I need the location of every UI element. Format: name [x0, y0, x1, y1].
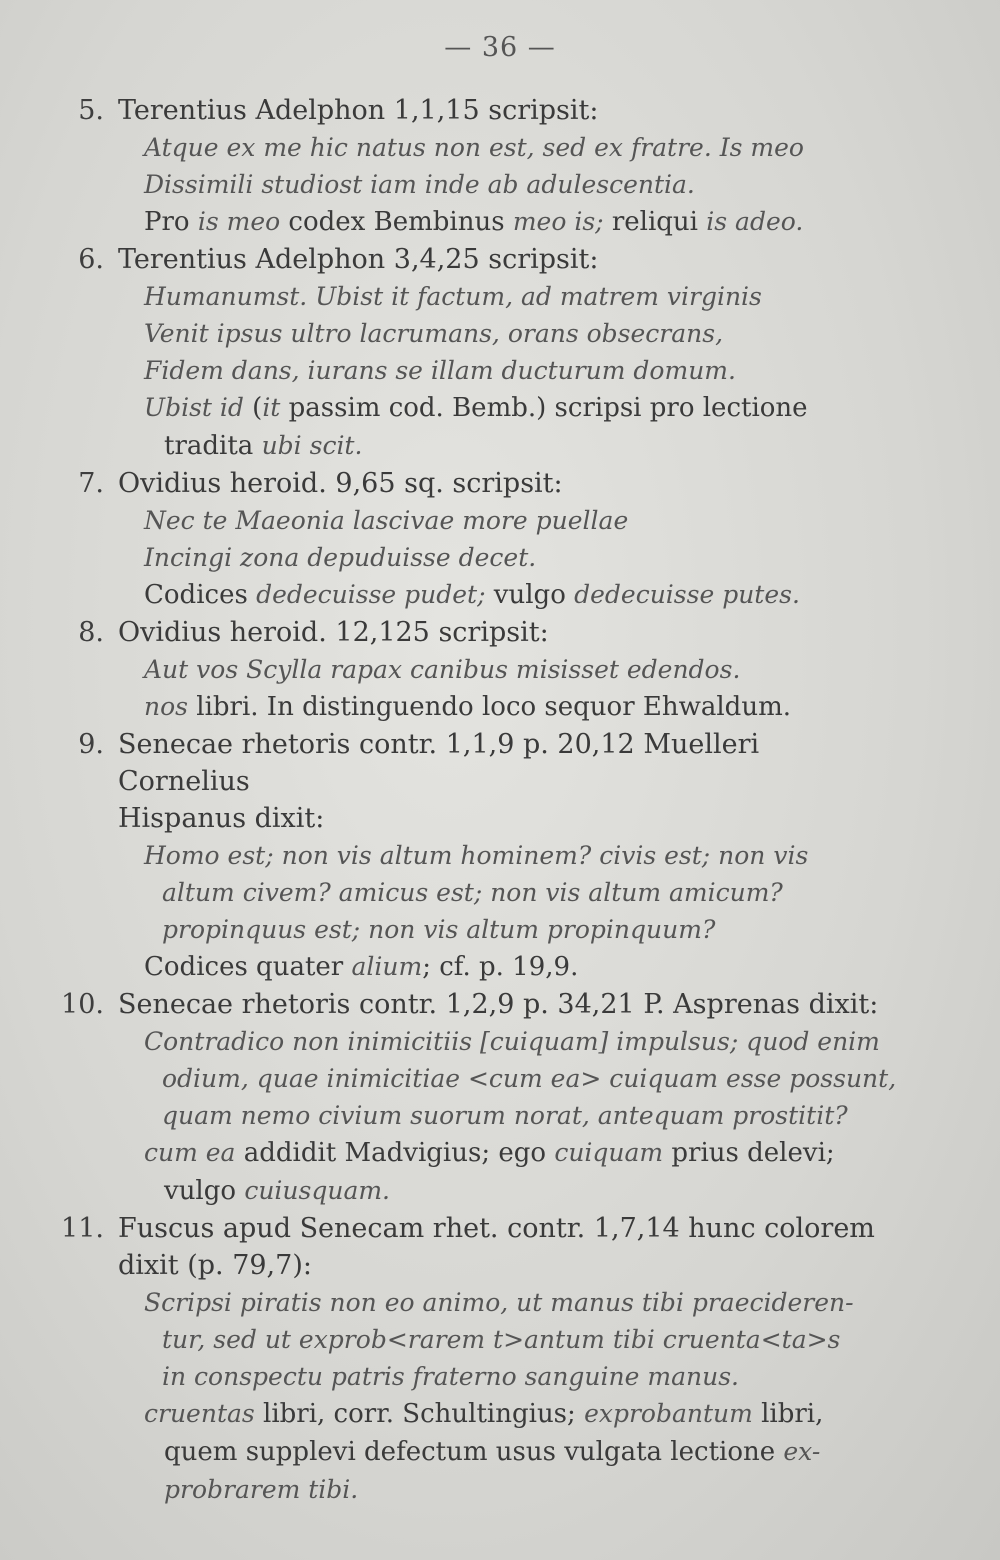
note-text: reliqui [603, 207, 707, 237]
note-text: vulgo [164, 1176, 245, 1206]
heading-line: dixit (p. 79,7): [118, 1250, 312, 1281]
note-italic: is adeo. [706, 207, 804, 236]
note-text: Pro [144, 207, 198, 237]
note-text: Codices [144, 580, 257, 610]
entry-number: 11. [61, 1213, 104, 1244]
quote-line: quam nemo civium suorum norat, antequam prostitit? [162, 1101, 848, 1130]
note-italic: dedecuisse pudet; [256, 580, 486, 609]
entry-note [118, 688, 880, 726]
quote-line: Nec te Maeonia lascivae more puellae [144, 506, 629, 535]
heading-line: Fuscus apud Senecam rhet. contr. 1,7,14 hunc colorem [118, 1213, 875, 1244]
quote-line: Contradico non inimicitiis [cuiquam] impulsus; quod enim [144, 1027, 880, 1056]
note-italic: cuiusquam. [244, 1176, 391, 1205]
note-text: tradita [164, 431, 262, 461]
quote-line: odium, quae inimicitiae <cum ea> cuiquam esse possunt, [162, 1064, 897, 1093]
entry-number: 6. [78, 244, 104, 275]
entry-quote [118, 129, 880, 203]
entry-note [118, 203, 880, 241]
entry-quote [118, 1284, 880, 1395]
quote-line: Atque ex me hic natus non est, sed ex fratre. Is meo [144, 133, 804, 162]
entry-7 [40, 465, 880, 614]
heading-line: Senecae rhetoris contr. 1,1,9 p. 20,12 Muelleri Cornelius [118, 729, 760, 797]
entry-note [118, 1134, 880, 1210]
note-italic: dedecuisse putes. [574, 580, 800, 609]
note-italic: is meo [197, 207, 281, 236]
entry-heading [118, 726, 880, 837]
quote-line: Incingi zona depuduisse decet. [144, 543, 537, 572]
entry-note [118, 389, 880, 465]
quote-line: Dissimili studiost iam inde ab adulescentia. [144, 170, 695, 199]
quote-line: Venit ipsus ultro lacrumans, orans obsecrans, [144, 319, 724, 348]
entry-note [118, 948, 880, 986]
note-italic: nos [144, 692, 188, 721]
note-text: libri, [752, 1399, 824, 1429]
entry-8 [40, 614, 880, 726]
quote-line: propinquus est; non vis altum propinquum? [162, 915, 716, 944]
entry-quote [118, 651, 880, 688]
note-text: vulgo [485, 580, 575, 610]
quote-line: Aut vos Scylla rapax canibus misisset edendos. [144, 655, 741, 684]
note-text: passim cod. Bemb.) scripsi pro lectione [280, 393, 808, 423]
entries-list [40, 92, 897, 1509]
entry-heading [118, 1210, 880, 1284]
quote-line: in conspectu patris fraterno sanguine manus. [162, 1362, 739, 1391]
entry-heading: Senecae rhetoris contr. 1,2,9 p. 34,21 P. Asprenas dixit: [118, 989, 879, 1020]
entry-heading: Terentius Adelphon 3,4,25 scripsit: [118, 244, 599, 275]
entry-number: 7. [78, 468, 104, 499]
quote-line: Humanumst. Ubist it factum, ad matrem virginis [144, 282, 762, 311]
note-text: libri. In distinguendo loco sequor Ehwaldum. [187, 692, 791, 722]
note-text: libri, corr. Schultingius; [254, 1399, 585, 1429]
entry-heading: Ovidius heroid. 12,125 scripsit: [118, 617, 549, 648]
entry-quote [118, 837, 880, 948]
quote-line: altum civem? amicus est; non vis altum amicum? [162, 878, 783, 907]
note-italic: ubi scit. [261, 431, 363, 460]
entry-quote [118, 1023, 897, 1134]
entry-quote [118, 502, 880, 576]
note-italic: cuiquam [554, 1138, 664, 1167]
note-text: ; cf. p. 19,9. [422, 952, 579, 982]
entry-number: 9. [78, 729, 104, 760]
entry-5 [40, 92, 880, 241]
note-text: codex Bembinus [280, 207, 513, 237]
entry-quote [118, 278, 880, 389]
entry-11 [40, 1210, 880, 1509]
entry-9 [40, 726, 880, 986]
entry-note [118, 576, 880, 614]
entry-10 [40, 986, 897, 1210]
note-italic: cum ea [144, 1138, 236, 1167]
quote-line: tur, sed ut exprob<rarem t>antum tibi cruenta<ta>s [162, 1325, 841, 1354]
note-italic: alium [351, 952, 423, 981]
note-text: Codices quater [144, 952, 352, 982]
entry-number: 10. [61, 989, 104, 1020]
quote-line: Scripsi piratis non eo animo, ut manus tibi praecideren- [144, 1288, 854, 1317]
note-italic: meo is; [512, 207, 604, 236]
entry-heading: Terentius Adelphon 1,1,15 scripsit: [118, 95, 599, 126]
note-italic: probrarem tibi. [164, 1475, 359, 1504]
quote-line: Homo est; non vis altum hominem? civis est; non vis [144, 841, 809, 870]
note-italic: ex- [783, 1437, 821, 1466]
page-number: — 36 — [444, 32, 556, 63]
note-text: quem supplevi defectum usus vulgata lectione [164, 1437, 784, 1467]
note-italic: it [262, 393, 281, 422]
quote-line: Fidem dans, iurans se illam ducturum domum. [144, 356, 736, 385]
note-italic: exprobantum [584, 1399, 753, 1428]
note-text: prius delevi; [663, 1138, 835, 1168]
heading-line: Hispanus dixit: [118, 803, 325, 834]
entry-heading: Ovidius heroid. 9,65 sq. scripsit: [118, 468, 563, 499]
entry-6 [40, 241, 880, 465]
note-italic: Ubist id [144, 393, 244, 422]
entry-number: 5. [78, 95, 104, 126]
note-italic: cruentas [144, 1399, 255, 1428]
note-text: addidit Madvigius; ego [235, 1138, 555, 1168]
entry-note [118, 1395, 880, 1509]
entry-number: 8. [78, 617, 104, 648]
note-text: ( [243, 393, 263, 423]
